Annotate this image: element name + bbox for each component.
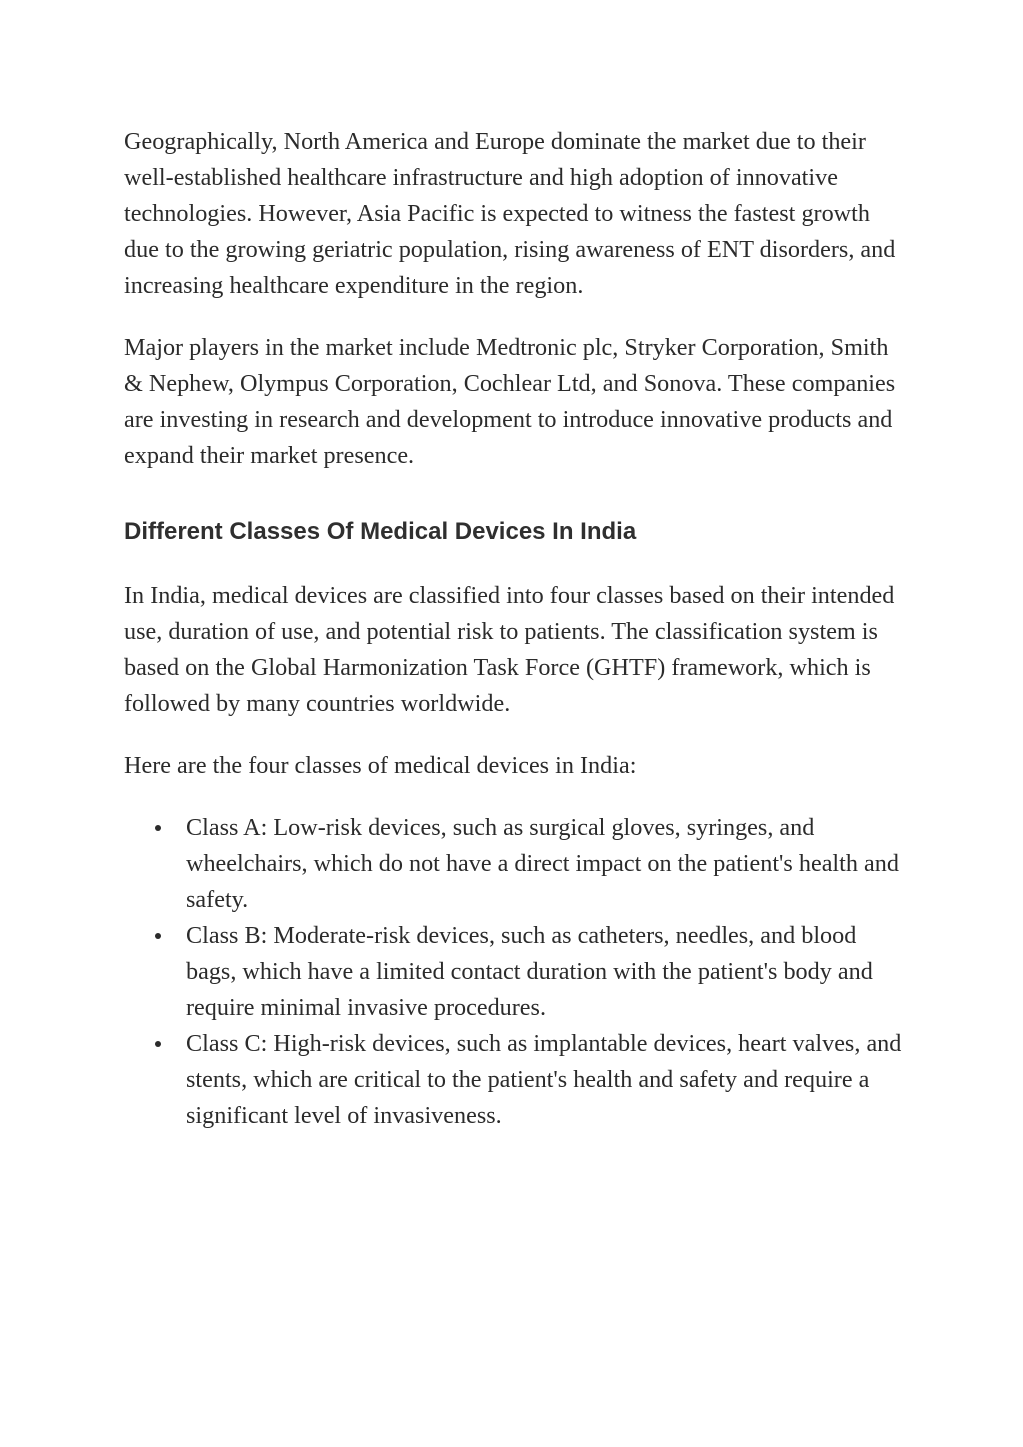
list-item: [124, 1026, 904, 1134]
bullet-icon: [155, 1041, 161, 1047]
list-item: [124, 810, 904, 918]
paragraph-classification-intro: In India, medical devices are classified into four classes based on their intended use, duration of use, and potential risk to patients. The classification system is based on the Global Harmonization Task Force (GHTF) framework, which is followed by many countries worldwide.: [124, 582, 895, 717]
list-item-text: Class A: Low-risk devices, such as surgical gloves, syringes, and wheelchairs, which do not have a direct impact on the patient's health and safety.: [186, 814, 899, 913]
list-item-text: Class C: High-risk devices, such as implantable devices, heart valves, and stents, which are critical to the patient's health and safety and require a significant level of invasiveness.: [186, 1030, 902, 1129]
paragraph-four-classes-lead: Here are the four classes of medical devices in India:: [124, 752, 637, 779]
list-item-text: Class B: Moderate-risk devices, such as catheters, needles, and blood bags, which have a limited contact duration with the patient's body and require minimal invasive procedures.: [186, 922, 873, 1021]
bullet-icon: [155, 825, 161, 831]
section-heading: Different Classes Of Medical Devices In India: [124, 518, 637, 545]
paragraph-market-geography: Geographically, North America and Europe dominate the market due to their well-established healthcare infrastructure and high adoption of innovative technologies. However, Asia Pacific is expected to witness the fastest growth due to the growing geriatric population, rising awareness of ENT disorders, and increasing healthcare expenditure in the region.: [124, 128, 896, 299]
device-class-list: [124, 810, 904, 1134]
list-item: [124, 918, 904, 1026]
bullet-icon: [155, 933, 161, 939]
document-page: [124, 124, 904, 1134]
paragraph-major-players: Major players in the market include Medtronic plc, Stryker Corporation, Smith & Nephew, Olympus Corporation, Cochlear Ltd, and Sonova. These companies are investing in research and development to introduce innovative products and expand their market presence.: [124, 334, 896, 469]
